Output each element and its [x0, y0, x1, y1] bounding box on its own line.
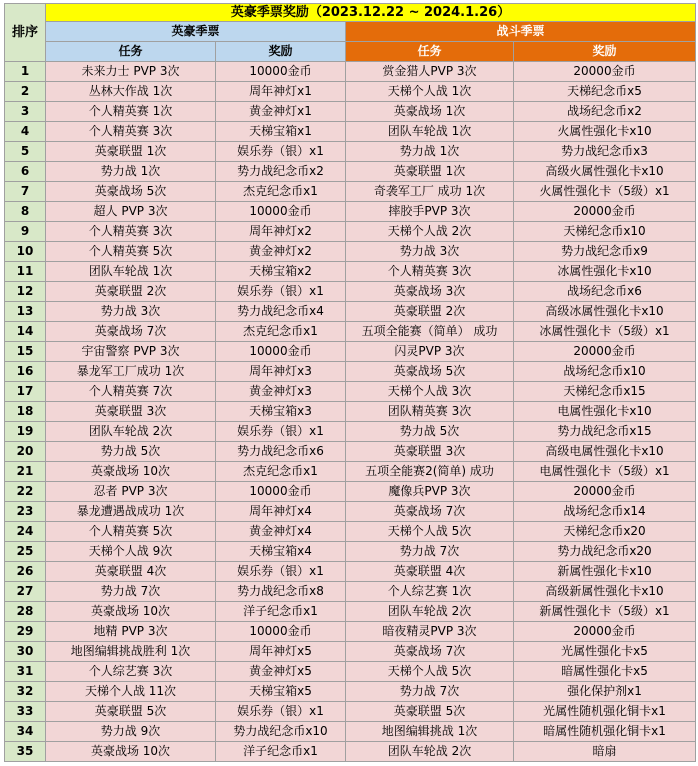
battle-task-cell: 天梯个人战 2次: [346, 222, 514, 242]
battle-reward-cell: 新属性强化卡（5级）x1: [514, 602, 696, 622]
battle-reward-cell: 势力战纪念币x20: [514, 542, 696, 562]
table-row: [5, 522, 696, 542]
hero-task-cell: 超人 PVP 3次: [46, 202, 216, 222]
table-row: [5, 562, 696, 582]
battle-task-cell: 英豪联盟 4次: [346, 562, 514, 582]
hero-task-cell: 团队车轮战 1次: [46, 262, 216, 282]
hero-task-cell: 忍者 PVP 3次: [46, 482, 216, 502]
battle-task-cell: 天梯个人战 5次: [346, 522, 514, 542]
table-row: [5, 202, 696, 222]
battle-reward-cell: 天梯纪念币x5: [514, 82, 696, 102]
row-number: 29: [5, 622, 46, 642]
hero-task-cell: 个人精英赛 3次: [46, 222, 216, 242]
hero-reward-cell: 杰克纪念币x1: [216, 322, 346, 342]
battle-task-cell: 英豪联盟 3次: [346, 442, 514, 462]
battle-reward-cell: 20000金币: [514, 62, 696, 82]
battle-reward-cell: 光属性随机强化铜卡x1: [514, 702, 696, 722]
table-row: [5, 642, 696, 662]
battle-task-header: 任务: [346, 42, 514, 62]
battle-reward-cell: 暗属性强化卡x5: [514, 662, 696, 682]
hero-task-cell: 英豪战场 10次: [46, 742, 216, 762]
hero-task-cell: 地图编辑挑战胜利 1次: [46, 642, 216, 662]
battle-task-cell: 地图编辑挑战 1次: [346, 722, 514, 742]
battle-task-cell: 势力战 1次: [346, 142, 514, 162]
table-row: [5, 402, 696, 422]
hero-task-cell: 英豪联盟 1次: [46, 142, 216, 162]
table-row: [5, 222, 696, 242]
hero-task-cell: 宇宙警察 PVP 3次: [46, 342, 216, 362]
hero-task-cell: 未来力士 PVP 3次: [46, 62, 216, 82]
battle-reward-cell: 光属性强化卡x5: [514, 642, 696, 662]
battle-task-cell: 个人精英赛 3次: [346, 262, 514, 282]
battle-task-cell: 势力战 5次: [346, 422, 514, 442]
hero-task-cell: 地精 PVP 3次: [46, 622, 216, 642]
row-number: 5: [5, 142, 46, 162]
battle-reward-cell: 战场纪念币x14: [514, 502, 696, 522]
hero-reward-header: 奖励: [216, 42, 346, 62]
battle-task-cell: 势力战 7次: [346, 682, 514, 702]
battle-task-cell: 势力战 7次: [346, 542, 514, 562]
table-title: 英豪季票奖励（2023.12.22 ~ 2024.1.26）: [46, 4, 696, 22]
hero-reward-cell: 周年神灯x1: [216, 82, 346, 102]
table-row: [5, 142, 696, 162]
battle-reward-cell: 电属性强化卡x10: [514, 402, 696, 422]
battle-reward-cell: 火属性强化卡（5级）x1: [514, 182, 696, 202]
hero-reward-cell: 黄金神灯x4: [216, 522, 346, 542]
row-number: 8: [5, 202, 46, 222]
battle-reward-cell: 天梯纪念币x10: [514, 222, 696, 242]
battle-reward-cell: 暗扇: [514, 742, 696, 762]
hero-reward-cell: 10000金币: [216, 342, 346, 362]
battle-task-cell: 天梯个人战 3次: [346, 382, 514, 402]
hero-reward-cell: 10000金币: [216, 482, 346, 502]
row-number: 21: [5, 462, 46, 482]
row-number: 22: [5, 482, 46, 502]
battle-reward-cell: 战场纪念币x2: [514, 102, 696, 122]
hero-task-cell: 势力战 1次: [46, 162, 216, 182]
row-number: 4: [5, 122, 46, 142]
battle-reward-cell: 势力战纪念币x3: [514, 142, 696, 162]
battle-reward-cell: 新属性强化卡x10: [514, 562, 696, 582]
hero-reward-cell: 周年神灯x5: [216, 642, 346, 662]
battle-reward-header: 奖励: [514, 42, 696, 62]
battle-task-cell: 势力战 3次: [346, 242, 514, 262]
battle-task-cell: 赏金猎人PVP 3次: [346, 62, 514, 82]
row-number: 10: [5, 242, 46, 262]
hero-task-cell: 英豪战场 5次: [46, 182, 216, 202]
battle-reward-cell: 天梯纪念币x20: [514, 522, 696, 542]
battle-reward-cell: 冰属性强化卡（5级）x1: [514, 322, 696, 342]
hero-reward-cell: 势力战纪念币x2: [216, 162, 346, 182]
battle-task-cell: 英豪战场 7次: [346, 642, 514, 662]
table-row: [5, 462, 696, 482]
table-row: [5, 502, 696, 522]
hero-reward-cell: 娱乐券（银）x1: [216, 282, 346, 302]
battle-task-cell: 英豪联盟 5次: [346, 702, 514, 722]
battle-task-cell: 摔胶手PVP 3次: [346, 202, 514, 222]
table-row: [5, 442, 696, 462]
season-reward-table: [4, 3, 696, 762]
battle-task-cell: 奇袭军工厂 成功 1次: [346, 182, 514, 202]
battle-task-cell: 英豪战场 5次: [346, 362, 514, 382]
battle-reward-cell: 火属性强化卡x10: [514, 122, 696, 142]
hero-task-cell: 个人精英赛 3次: [46, 122, 216, 142]
battle-reward-cell: 20000金币: [514, 202, 696, 222]
hero-task-header: 任务: [46, 42, 216, 62]
hero-task-cell: 英豪联盟 5次: [46, 702, 216, 722]
hero-reward-cell: 娱乐券（银）x1: [216, 142, 346, 162]
hero-reward-cell: 势力战纪念币x10: [216, 722, 346, 742]
seq-header: 排序: [5, 4, 46, 62]
hero-season-header: 英豪季票: [46, 22, 346, 42]
row-number: 11: [5, 262, 46, 282]
battle-reward-cell: 战场纪念币x10: [514, 362, 696, 382]
battle-task-cell: 闪灵PVP 3次: [346, 342, 514, 362]
row-number: 31: [5, 662, 46, 682]
row-number: 9: [5, 222, 46, 242]
hero-reward-cell: 势力战纪念币x8: [216, 582, 346, 602]
row-number: 18: [5, 402, 46, 422]
table-row: [5, 302, 696, 322]
hero-task-cell: 势力战 7次: [46, 582, 216, 602]
hero-reward-cell: 势力战纪念币x4: [216, 302, 346, 322]
battle-task-cell: 暗夜精灵PVP 3次: [346, 622, 514, 642]
battle-reward-cell: 20000金币: [514, 482, 696, 502]
table-row: [5, 422, 696, 442]
battle-reward-cell: 20000金币: [514, 342, 696, 362]
row-number: 6: [5, 162, 46, 182]
row-number: 28: [5, 602, 46, 622]
hero-reward-cell: 10000金币: [216, 202, 346, 222]
hero-task-cell: 丛林大作战 1次: [46, 82, 216, 102]
battle-reward-cell: 高级电属性强化卡x10: [514, 442, 696, 462]
hero-task-cell: 团队车轮战 2次: [46, 422, 216, 442]
table-row: [5, 362, 696, 382]
row-number: 34: [5, 722, 46, 742]
battle-task-cell: 团队车轮战 2次: [346, 742, 514, 762]
row-number: 19: [5, 422, 46, 442]
battle-reward-cell: 势力战纪念币x9: [514, 242, 696, 262]
hero-task-cell: 个人精英赛 5次: [46, 242, 216, 262]
table-row: [5, 662, 696, 682]
hero-task-cell: 天梯个人战 9次: [46, 542, 216, 562]
hero-task-cell: 天梯个人战 11次: [46, 682, 216, 702]
battle-reward-cell: 冰属性强化卡x10: [514, 262, 696, 282]
table-row: [5, 342, 696, 362]
hero-task-cell: 英豪战场 10次: [46, 602, 216, 622]
table-row: [5, 102, 696, 122]
hero-reward-cell: 黄金神灯x3: [216, 382, 346, 402]
battle-reward-cell: 高级新属性强化卡x10: [514, 582, 696, 602]
hero-reward-cell: 周年神灯x2: [216, 222, 346, 242]
battle-task-cell: 五项全能赛2(简单) 成功: [346, 462, 514, 482]
hero-task-cell: 暴龙遭遇战成功 1次: [46, 502, 216, 522]
battle-reward-cell: 电属性强化卡（5级）x1: [514, 462, 696, 482]
row-number: 3: [5, 102, 46, 122]
battle-task-cell: 英豪战场 3次: [346, 282, 514, 302]
battle-task-cell: 英豪联盟 2次: [346, 302, 514, 322]
battle-task-cell: 五项全能赛（简单） 成功: [346, 322, 514, 342]
battle-reward-cell: 战场纪念币x6: [514, 282, 696, 302]
hero-task-cell: 英豪战场 7次: [46, 322, 216, 342]
table-row: [5, 122, 696, 142]
hero-reward-cell: 10000金币: [216, 62, 346, 82]
hero-task-cell: 英豪联盟 2次: [46, 282, 216, 302]
table-row: [5, 482, 696, 502]
battle-task-cell: 团队车轮战 1次: [346, 122, 514, 142]
hero-reward-cell: 天梯宝箱x1: [216, 122, 346, 142]
table-row: [5, 722, 696, 742]
table-row: [5, 682, 696, 702]
hero-reward-cell: 黄金神灯x5: [216, 662, 346, 682]
hero-reward-cell: 势力战纪念币x6: [216, 442, 346, 462]
battle-task-cell: 英豪联盟 1次: [346, 162, 514, 182]
battle-task-cell: 天梯个人战 5次: [346, 662, 514, 682]
row-number: 32: [5, 682, 46, 702]
table-row: [5, 82, 696, 102]
hero-task-cell: 势力战 3次: [46, 302, 216, 322]
hero-reward-cell: 天梯宝箱x5: [216, 682, 346, 702]
battle-reward-cell: 高级火属性强化卡x10: [514, 162, 696, 182]
hero-reward-cell: 周年神灯x4: [216, 502, 346, 522]
hero-task-cell: 势力战 9次: [46, 722, 216, 742]
battle-task-cell: 团队精英赛 3次: [346, 402, 514, 422]
hero-task-cell: 英豪战场 10次: [46, 462, 216, 482]
battle-task-cell: 团队车轮战 2次: [346, 602, 514, 622]
table-row: [5, 382, 696, 402]
hero-task-cell: 英豪联盟 3次: [46, 402, 216, 422]
table-row: [5, 162, 696, 182]
hero-reward-cell: 娱乐券（银）x1: [216, 422, 346, 442]
row-number: 30: [5, 642, 46, 662]
battle-task-cell: 英豪战场 1次: [346, 102, 514, 122]
hero-reward-cell: 黄金神灯x2: [216, 242, 346, 262]
hero-reward-cell: 周年神灯x3: [216, 362, 346, 382]
row-number: 24: [5, 522, 46, 542]
battle-task-cell: 天梯个人战 1次: [346, 82, 514, 102]
row-number: 20: [5, 442, 46, 462]
row-number: 27: [5, 582, 46, 602]
battle-reward-cell: 高级冰属性强化卡x10: [514, 302, 696, 322]
hero-reward-cell: 天梯宝箱x2: [216, 262, 346, 282]
battle-task-cell: 魔像兵PVP 3次: [346, 482, 514, 502]
hero-reward-cell: 黄金神灯x1: [216, 102, 346, 122]
hero-reward-cell: 杰克纪念币x1: [216, 462, 346, 482]
hero-task-cell: 个人精英赛 1次: [46, 102, 216, 122]
hero-reward-cell: 天梯宝箱x3: [216, 402, 346, 422]
hero-reward-cell: 洋子纪念币x1: [216, 602, 346, 622]
row-number: 23: [5, 502, 46, 522]
table-row: [5, 282, 696, 302]
hero-reward-cell: 天梯宝箱x4: [216, 542, 346, 562]
battle-task-cell: 个人综艺赛 1次: [346, 582, 514, 602]
battle-reward-cell: 暗属性随机强化铜卡x1: [514, 722, 696, 742]
battle-reward-cell: 势力战纪念币x15: [514, 422, 696, 442]
row-number: 2: [5, 82, 46, 102]
row-number: 7: [5, 182, 46, 202]
hero-task-cell: 英豪联盟 4次: [46, 562, 216, 582]
table-row: [5, 242, 696, 262]
table-row: [5, 702, 696, 722]
hero-reward-cell: 杰克纪念币x1: [216, 182, 346, 202]
table-row: [5, 62, 696, 82]
hero-task-cell: 势力战 5次: [46, 442, 216, 462]
row-number: 13: [5, 302, 46, 322]
table-row: [5, 582, 696, 602]
table-row: [5, 322, 696, 342]
row-number: 12: [5, 282, 46, 302]
table-row: [5, 182, 696, 202]
row-number: 33: [5, 702, 46, 722]
row-number: 16: [5, 362, 46, 382]
row-number: 15: [5, 342, 46, 362]
row-number: 35: [5, 742, 46, 762]
hero-reward-cell: 娱乐券（银）x1: [216, 562, 346, 582]
table-row: [5, 602, 696, 622]
table-row: [5, 542, 696, 562]
row-number: 14: [5, 322, 46, 342]
battle-reward-cell: 天梯纪念币x15: [514, 382, 696, 402]
hero-task-cell: 个人精英赛 7次: [46, 382, 216, 402]
row-number: 1: [5, 62, 46, 82]
hero-task-cell: 个人综艺赛 3次: [46, 662, 216, 682]
hero-task-cell: 个人精英赛 5次: [46, 522, 216, 542]
row-number: 17: [5, 382, 46, 402]
battle-reward-cell: 强化保护剂x1: [514, 682, 696, 702]
hero-reward-cell: 洋子纪念币x1: [216, 742, 346, 762]
table-row: [5, 262, 696, 282]
hero-reward-cell: 10000金币: [216, 622, 346, 642]
row-number: 25: [5, 542, 46, 562]
table-row: [5, 742, 696, 762]
hero-reward-cell: 娱乐券（银）x1: [216, 702, 346, 722]
battle-reward-cell: 20000金币: [514, 622, 696, 642]
battle-season-header: 战斗季票: [346, 22, 696, 42]
table-row: [5, 622, 696, 642]
hero-task-cell: 暴龙军工厂成功 1次: [46, 362, 216, 382]
battle-task-cell: 英豪战场 7次: [346, 502, 514, 522]
row-number: 26: [5, 562, 46, 582]
